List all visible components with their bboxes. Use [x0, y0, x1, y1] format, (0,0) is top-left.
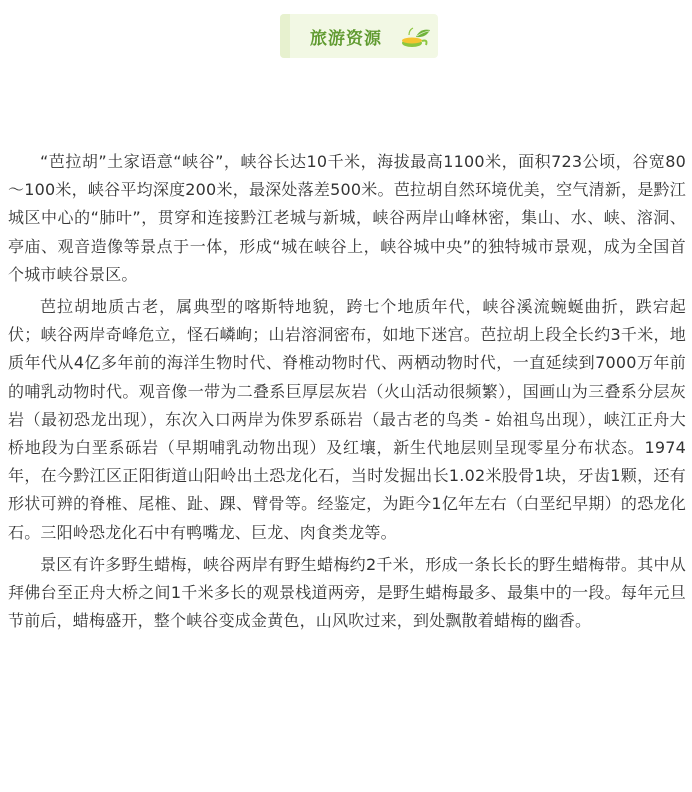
section-title: 旅游资源	[310, 29, 382, 49]
section-title-badge	[280, 14, 438, 58]
paragraph-wintersweet: 景区有许多野生蜡梅，峡谷两岸有野生蜡梅约2千米，形成一条长长的野生蜡梅带。其中从拜佛台至正舟大桥之间1千米多长的观景栈道两旁，是野生蜡梅最多、最集中的一段。每年元旦节前后，蜡梅盛开，整个峡谷变成金黄色，山风吹过来，到处飘散着蜡梅的幽香。	[8, 554, 686, 631]
article-body	[8, 148, 686, 639]
tea-leaf-icon	[400, 26, 434, 50]
section-header	[0, 0, 692, 72]
paragraph-geology: 芭拉胡地质古老，属典型的喀斯特地貌，跨七个地质年代，峡谷溪流蜿蜒曲折，跌宕起伏；峡谷两岸奇峰危立，怪石嶙峋；山岩溶洞密布，如地下迷宫。芭拉胡上段全长约3千米，地质年代从4亿多年前的海洋生物时代、脊椎动物时代、两栖动物时代，一直延续到7000万年前的哺乳动物时代。观音像一带为二叠系巨厚层灰岩（火山活动很频繁），国画山为三叠系分层灰岩（最初恐龙出现），东次入口两岸为侏罗系砾岩（最古老的鸟类 - 始祖鸟出现），峡江正舟大桥地段为白垩系砾岩（早期哺乳动物出现）及红壤，新生代地层则呈现零星分布状态。1974年，在今黔江区正阳街道山阳岭出土恐龙化石，当时发掘出长1.02米股骨1块，牙齿1颗，还有形状可辨的脊椎、尾椎、趾、踝、臂骨等。经鉴定，为距今1亿年左右（白垩纪早期）的恐龙化石。三阳岭恐龙化石中有鸭嘴龙、巨龙、肉食类龙等。	[8, 297, 686, 542]
paragraph-overview: “芭拉胡”土家语意“峡谷”，峡谷长达10千米，海拔最高1100米，面积723公顷，谷宽80～100米，峡谷平均深度200米，最深处落差500米。芭拉胡自然环境优美，空气清新，是黔江城区中心的“肺叶”，贯穿和连接黔江老城与新城，峡谷两岸山峰林密，集山、水、峡、溶洞、亭庙、观音造像等景点于一体，形成“城在峡谷上，峡谷城中央”的独特城市景观，成为全国首个城市峡谷景区。	[8, 152, 686, 284]
